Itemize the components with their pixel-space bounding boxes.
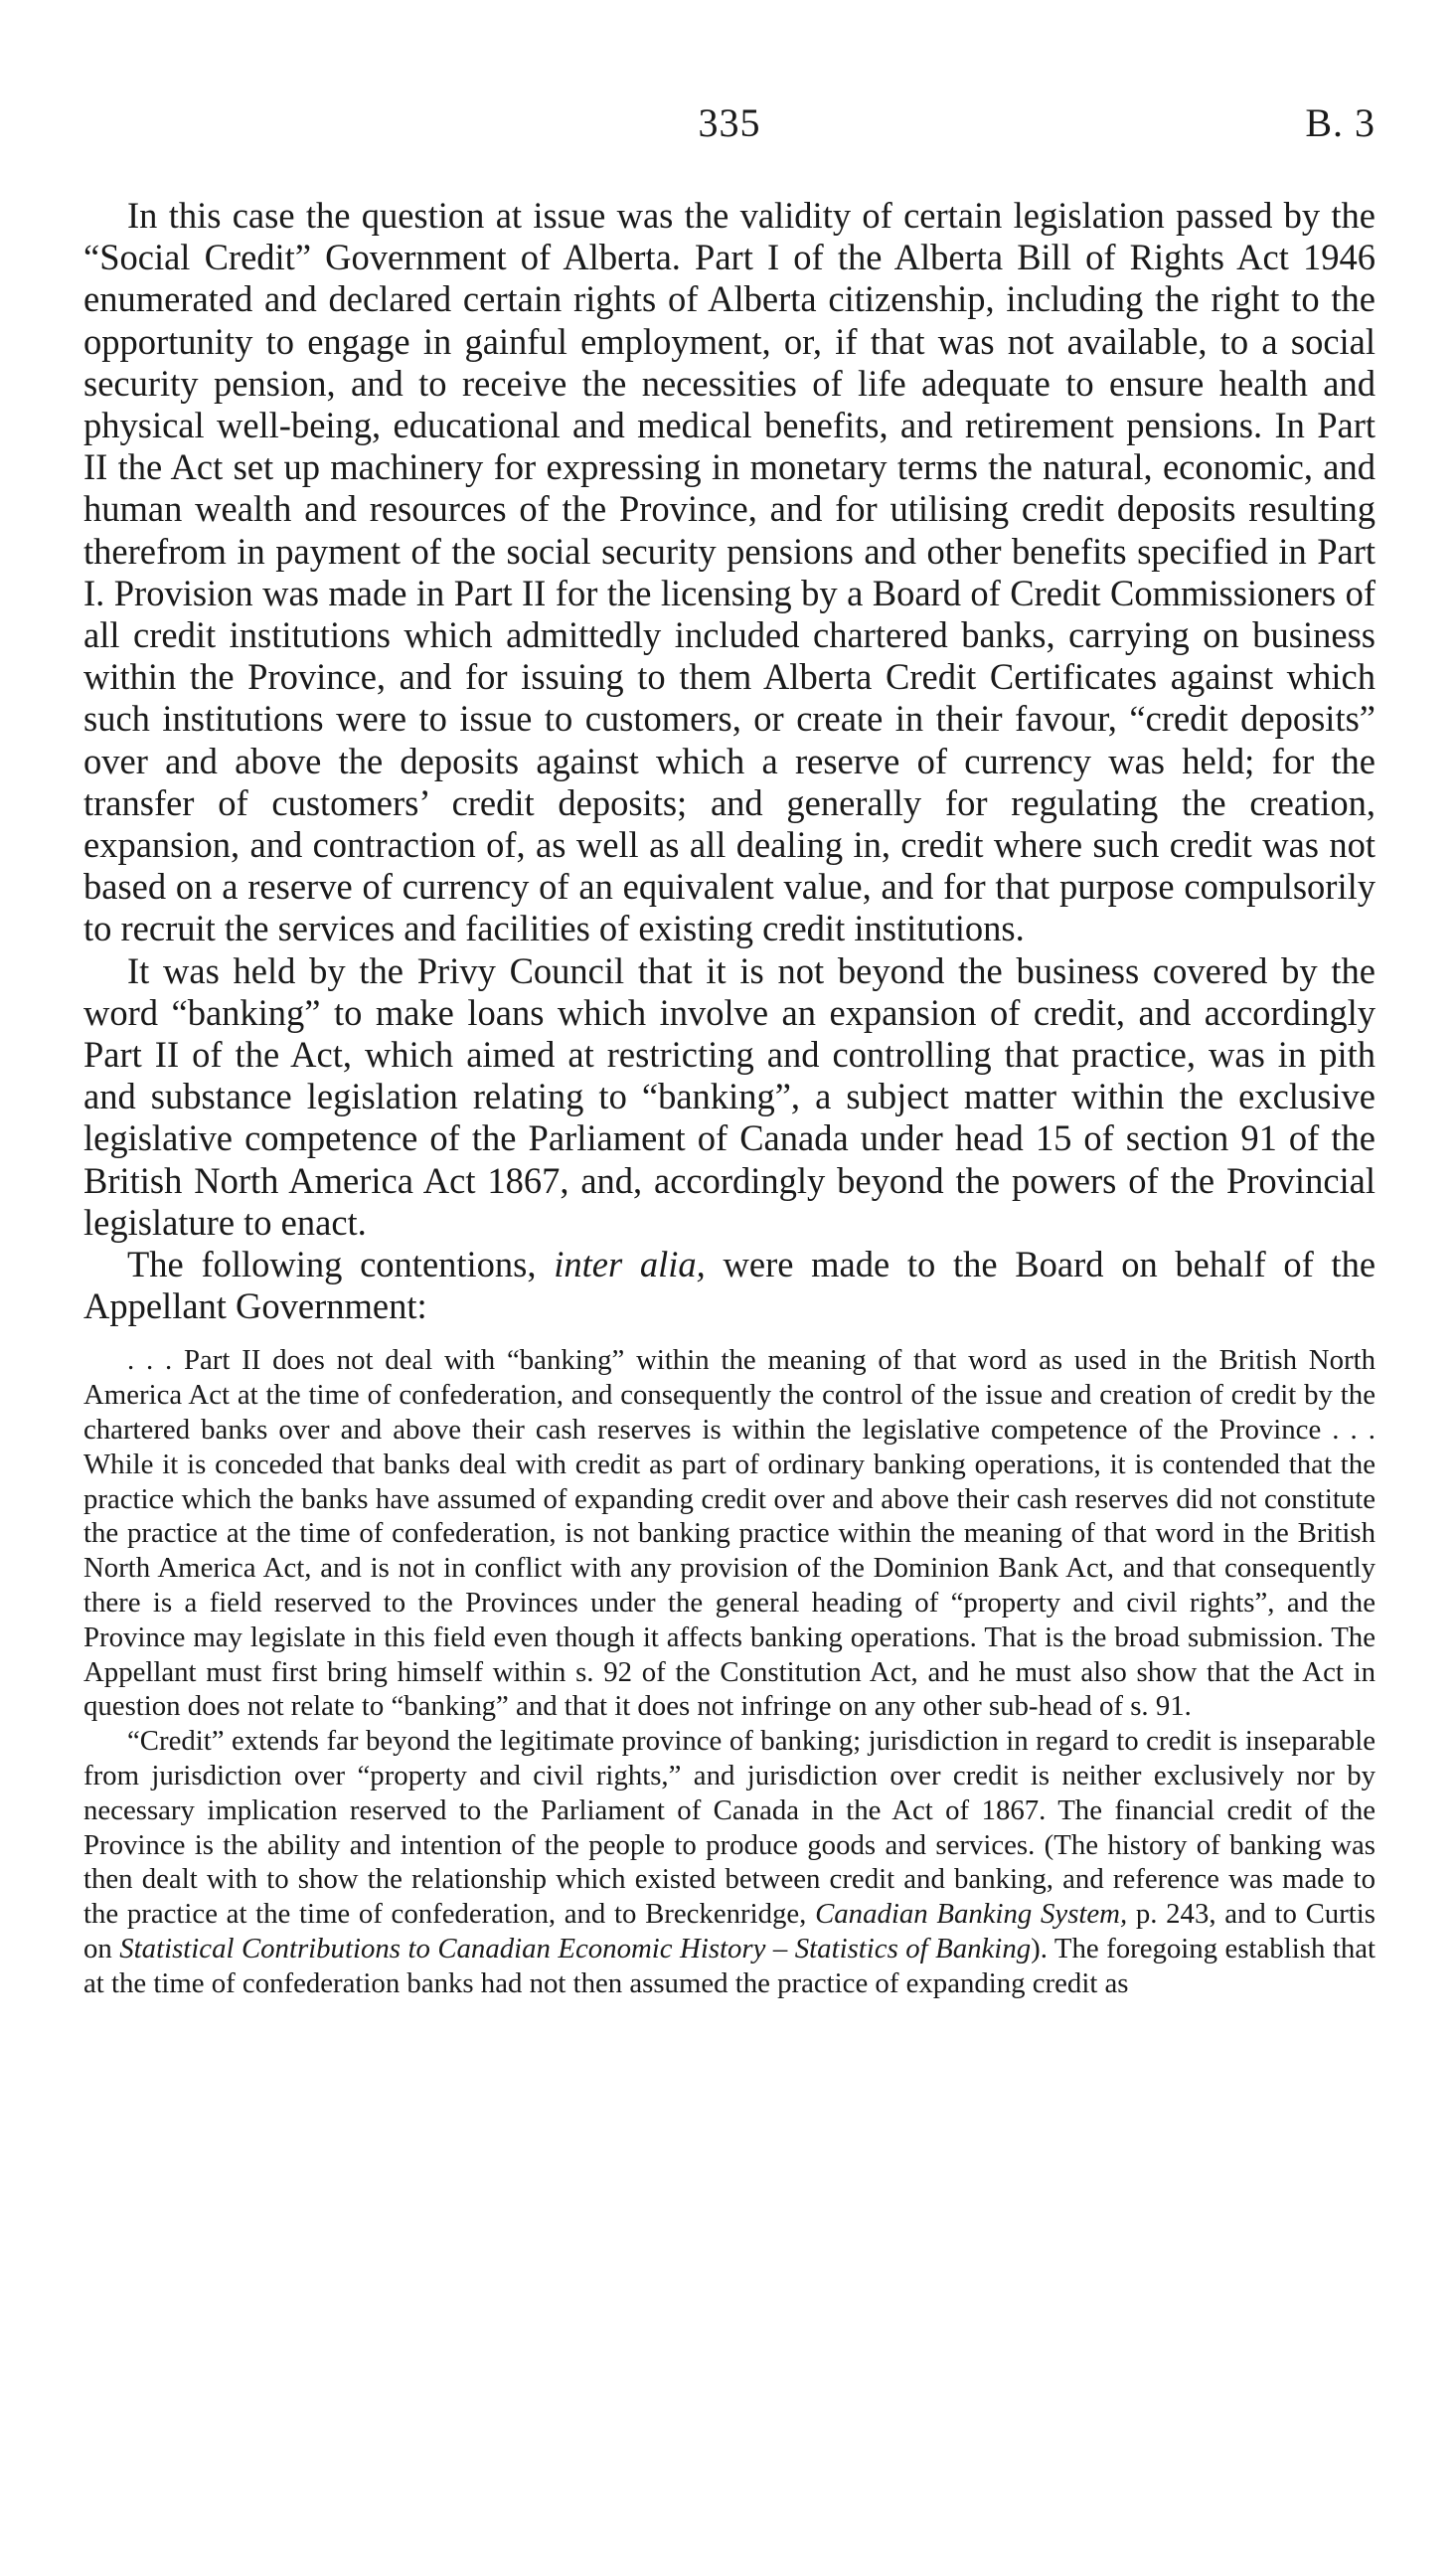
paragraph-contentions-intro [83,1244,1375,1327]
contentions-text-before: The following contentions, [127,1244,537,1285]
quote-paragraph-credit [83,1724,1375,2000]
paragraph-alberta-legislation: In this case the question at issue was the validity of certain legislation passed by the “Social Credit” Government of Alberta. Part I of the Alberta Bill of Rights Act 1946 enumerated and declared certain rights of Alberta citizenship, including the right to the opportunity to engage in gainful employment, or, if that was not available, to a social security pension, and to receive the necessities of life adequate to ensure health and physical well-being, educational and medical benefits, and retirement pensions. In Part II the Act set up machinery for expressing in monetary terms the natural, economic, and human wealth and resources of the Province, and for utilising credit deposits resulting therefrom in payment of the social security pensions and other benefits specified in Part I. Provision was made in Part II for the licensing by a Board of Credit Commissioners of all credit institutions which admittedly included chartered banks, carrying on business within the Province, and for issuing to them Alberta Credit Certificates against which such institutions were to issue to customers, or create in their favour, “credit deposits” over and above the deposits against which a reserve of currency was held; for the transfer of customers’ credit deposits; and generally for regulating the creation, expansion, and contraction of, as well as all dealing in, credit where such credit was not based on a reserve of currency of an equivalent value, and for that purpose compulsorily to recruit the services and facilities of existing credit institutions. [83,195,1375,949]
appellant-submission-quote [83,1343,1375,2000]
quote-text-curtis: p. 243, and to Curtis on [83,1898,1375,1965]
contentions-text-after: were made to the Board on behalf of the Appellant Government: [83,1244,1376,1327]
citation-statistical-contributions: Statistical Contributions to Canadian Economic History – Statistics of Banking [119,1933,1032,1965]
page-header [83,99,1375,155]
quote-text-credit: “Credit” extends far beyond the legitimate province of banking; jurisdiction in regard to credit is inseparable from jurisdiction over “property and civil rights,” and jurisdiction over credit is neither exclusively nor by necessary implication reserved to the Parliament of Canada in the Act of 1867. The financial credit of the Province is the ability and intention of the people to produce goods and services. (The history of banking was then dealt with to show the relationship which existed between credit and banking, and reference was made to the practice at the time of confederation, and to Breckenridge, [83,1725,1375,1931]
page-body [83,195,1375,2001]
page-number: 335 [698,100,761,145]
citation-canadian-banking-system: Canadian Banking System, [815,1898,1128,1931]
paragraph-privy-council-holding: It was held by the Privy Council that it is not beyond the business covered by the word “banking” to make loans which involve an expansion of credit, and accordingly Part II of the Act, which aimed at restricting and controlling that practice, was in pith and substance legislation relating to “banking”, a subject matter within the exclusive legislative competence of the Parliament of Canada under head 15 of section 91 of the British North America Act 1867, and, accordingly beyond the powers of the Provincial legislature to enact. [83,949,1375,1243]
section-reference: B. 3 [1305,100,1375,145]
contentions-inter-alia: inter alia, [554,1244,706,1285]
quote-paragraph-banking: . . . Part II does not deal with “banking” within the meaning of that word as used in the British North America Act at the time of confederation, and consequently the control of the issue and creation of credit by the chartered banks over and above their cash reserves is within the legislative competence of the Province . . . While it is conceded that banks deal with credit as part of ordinary banking operations, it is contended that the practice which the banks have assumed of expanding credit over and above their cash reserves did not constitute the practice at the time of confederation, is not banking practice within the meaning of that word in the British North America Act, and is not in conflict with any provision of the Dominion Bank Act, and that consequently there is a field reserved to the Provinces under the general heading of “property and civil rights”, and the Province may legislate in this field even though it affects banking operations. That is the broad submission. The Appellant must first bring himself within s. 92 of the Constitution Act, and he must also show that the Act in question does not relate to “banking” and that it does not infringe on any other sub-head of s. 91. [83,1344,1375,1723]
quote-text-conclusion: ). The foregoing establish that at the time of confederation banks had not then assumed the practice of expanding credit as [83,1933,1375,1999]
